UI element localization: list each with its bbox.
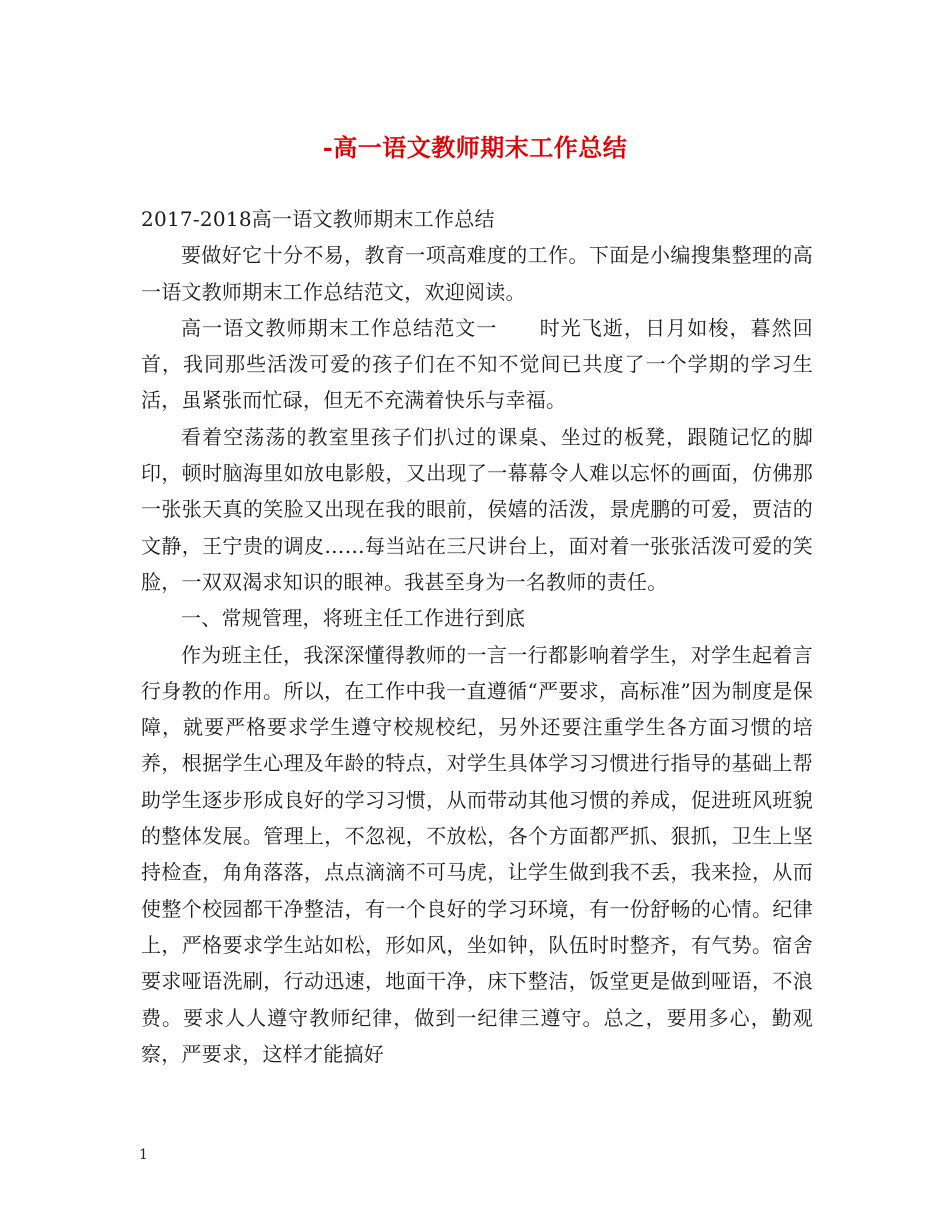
- document-body: [141, 201, 813, 1072]
- document-title: -高一语文教师期末工作总结: [322, 133, 628, 162]
- paragraph-memories: 看着空荡荡的教室里孩子们扒过的课桌、坐过的板凳，跟随记忆的脚印，顿时脑海里如放电影般，又出现了一幕幕令人难以忘怀的画面，仿佛那一张张天真的笑脸又出现在我的眼前，侯嬉的活泼，景虎鹏的可爱，贾洁的文静，王宁贵的调皮……每当站在三尺讲台上，面对着一张张活泼可爱的笑脸，一双双渴求知识的眼神。我甚至身为一名教师的责任。: [141, 424, 813, 594]
- paragraph-sample-one: 高一语文教师期末工作总结范文一 时光飞逝，日月如梭，暮然回首，我同那些活泼可爱的孩子们在不知不觉间已共度了一个学期的学习生活，虽紧张而忙碌，但无不充满着快乐与幸福。: [141, 315, 813, 413]
- subtitle-line: 2017-2018高一语文教师期末工作总结: [141, 207, 495, 231]
- section-heading: 一、常规管理，将班主任工作进行到底: [181, 606, 526, 631]
- paragraph-class-management: 作为班主任，我深深懂得教师的一言一行都影响着学生，对学生起着言行身教的作用。所以，在工作中我一直遵循“严要求，高标准”因为制度是保障，就要严格要求学生遵守校规校纪，另外还要注重学生各方面习惯的培养，根据学生心理及年龄的特点，对学生具体学习习惯进行指导的基础上帮助学生逐步形成良好的学习习惯，从而带动其他习惯的养成，促进班风班貌的整体发展。管理上，不忽视，不放松，各个方面都严抓、狠抓，卫生上坚持检查，角角落落，点点滴滴不可马虎，让学生做到我不丢，我来捡，从而使整个校园都干净整洁，有一个良好的学习环境，有一份舒畅的心情。纪律上，严格要求学生站如松，形如风，坐如钟，队伍时时整齐，有气势。宿舍要求哑语洗刷，行动迅速，地面干净，床下整洁，饭堂更是做到哑语，不浪费。要求人人遵守教师纪律，做到一纪律三遵守。总之，要用多心，勤观察，严要求，这样才能搞好: [141, 642, 813, 1066]
- paragraph-intro: 要做好它十分不易，教育一项高难度的工作。下面是小编搜集整理的高一语文教师期末工作总结范文，欢迎阅读。: [141, 243, 813, 304]
- page-number: 1: [139, 1147, 148, 1163]
